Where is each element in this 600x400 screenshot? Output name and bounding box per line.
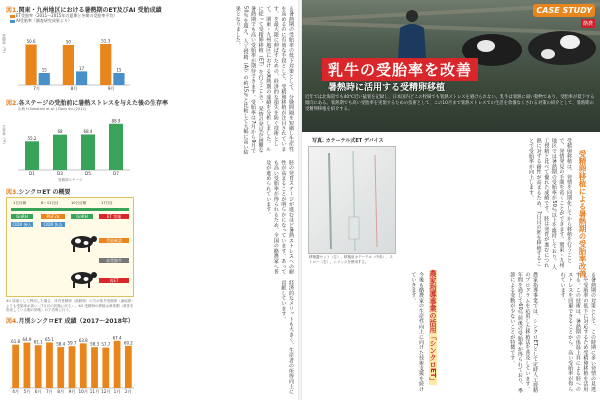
- flow-day10: 10日目朝: [71, 201, 87, 205]
- data-label: 65.1: [45, 336, 54, 342]
- data-label: 64.9: [22, 337, 32, 343]
- device-photo: [308, 146, 396, 254]
- article-lead: 近年では北海道でも40℃近い猛暑を記録し、日本国内どこの牧場でも暑熱ストレスを避けられない。乳牛は暑熱に弱い動物であり、受胎率が低下する傾向にある。暑熱期でも高い受胎率を実現するための技術として、この10月まで暑熱ストレスでの生活を余儀なくされる対策の紹介として、暑熱期の受精卵移植を紹介する。: [305, 95, 595, 112]
- bar: [57, 347, 64, 388]
- tick-label: 10月: [78, 389, 89, 394]
- article-subtitle: 暑熱時に活用する受精卵移植: [328, 83, 446, 93]
- flow-unconceived: 未受胎牛: [99, 258, 129, 263]
- fig1-legend-ai: AI受胎率（調査研究成果より）: [10, 18, 72, 24]
- flow-re-et: 再ET: [99, 278, 129, 283]
- bar: [39, 73, 50, 85]
- right-body-column-3: 農家指導事業では、シンクロETとして定時人工授精のプログラムを応用した移植法を普及しています。年間を通じて60％前後の受胎率が得られており、季節による変動が少ないことが特徴です。: [509, 272, 538, 394]
- bar: [81, 134, 95, 170]
- bar: [109, 124, 123, 170]
- cow-icon: [67, 268, 97, 290]
- fig2-xlabel: 受精卵ステージ: [58, 178, 83, 182]
- tick-label: 11月: [89, 389, 100, 394]
- data-label: 50.6: [26, 39, 36, 45]
- bar: [53, 135, 67, 170]
- tick-label: D7: [113, 171, 119, 176]
- fig3-note: ※1 原液として利用した場合、体内受精卵（新鮮卵）の方が体外受精卵（凍結卵）よりも受胎率が高い（7日目の状態に戻る）。※2 受精卵の移植は黄体側（黄体を形成している側の卵巣）の子宮角に行う。: [6, 299, 134, 312]
- catheter-icon: [309, 147, 397, 255]
- tick-label: 4月: [12, 389, 20, 394]
- fig3-title: 図3.シンクロET の概要: [6, 189, 71, 196]
- data-label: 61.8: [11, 339, 21, 345]
- bar: [76, 71, 87, 85]
- bar: [80, 343, 87, 388]
- fig1-title: 図1.関東・九州地区における暑熱期のET及びAI 受胎成績: [6, 7, 162, 14]
- bar: [24, 343, 31, 388]
- flow-gnrh1: GnRH: [11, 214, 33, 219]
- bar: [125, 346, 132, 388]
- person-silhouette: [392, 8, 432, 58]
- bar: [25, 45, 36, 85]
- data-label: 15: [41, 67, 47, 73]
- flow-day8: 8～11日目: [41, 201, 59, 205]
- flow-day1: 1日目朝: [13, 201, 27, 205]
- tick-label: D1: [29, 171, 35, 176]
- left-body-column-1: る暑熱期の受胎率の低下対策として、分娩間隔を短縮し生産性を高めるのに有効な手段として、受精卵移植が注目されています。を最大限に伸ばすための、経済的な損失を防ぐ技術として、関東・九州地区における暑熱期の成績を分析しました。ルに従って受精卵移植（ET）を行うことで、発情の発見が困難な暑熱期でも高い受胎率が期待できます。受胎率は7月から9月で50％を超え、人工授精（AI）の約15％と比較して大幅に高い結果となりました。: [234, 6, 294, 155]
- bar: [91, 347, 98, 388]
- right-body-column-1: 受精卵移植は、発情を同期化してから移植を行うことで、発情発見の手間を省くことができます。関東・九州地区では暑熱期の受胎率が50％以上を維持しており、人工授精と比べて優れた成績です。胚は発育が進むにつれ熱に対する耐性が高まるため、7日目の胚を移植することで受胎率が向上します。: [528, 138, 572, 270]
- fig4-chart: [4, 324, 138, 396]
- tick-label: 6月: [34, 389, 42, 394]
- data-label: 58.4: [56, 341, 66, 347]
- tick-label: 7月: [33, 86, 41, 91]
- article-title: 乳牛の受胎率を改善: [322, 58, 478, 81]
- tick-label: 8月: [57, 389, 65, 394]
- tick-label: 9月: [68, 389, 76, 394]
- data-label: 59.7: [67, 340, 77, 346]
- tick-label: 9月: [107, 86, 115, 91]
- flow-et: ET 実施: [99, 214, 129, 219]
- flow-pgf: PGF2α: [41, 214, 65, 219]
- fig1-chart: [4, 23, 136, 93]
- bar: [69, 346, 76, 388]
- data-label: 58.3: [90, 341, 99, 347]
- data-label: 88.9: [111, 118, 121, 124]
- section-heading-1: 受精卵移植による暑熱期の受胎率改善: [578, 150, 587, 278]
- fig2-chart: [4, 112, 136, 178]
- fig1-ylabel: 受胎率（%）: [2, 34, 7, 55]
- bar: [102, 348, 109, 388]
- section-heading-2: 農家指導事業の活用「シンクロET」: [429, 270, 437, 385]
- flow-check: 受胎確認: [99, 238, 129, 243]
- photo-note: 移植器セット（左）、移植用カテーテル（中央）、ストロー（右）。シリンジを使用する。: [309, 255, 393, 264]
- fig1-legend-et: ET受胎率（2011～2015年の夏期と冬期の受胎率平均）: [10, 13, 117, 19]
- fig2-title: 図2.各ステージの受胎前に暑熱ストレスを与えた後の生存率: [6, 100, 169, 107]
- bar: [113, 73, 124, 85]
- flow-day17: 17日目: [101, 201, 113, 205]
- flow-timeline: [11, 208, 129, 211]
- tick-label: 5月: [23, 389, 31, 394]
- data-label: 50: [65, 39, 71, 45]
- tick-label: 2月: [124, 389, 132, 394]
- fig4-title: 図4.月別シンクロET 成績（2017～2018年）: [6, 318, 134, 325]
- data-label: 15: [116, 67, 122, 73]
- tick-label: D5: [85, 171, 91, 176]
- data-label: 63.8: [78, 337, 88, 343]
- tick-label: 7月: [46, 389, 53, 394]
- flow-cidr-out: CIDR 抜去: [41, 222, 65, 227]
- fig3-flow-diagram: [6, 197, 134, 297]
- data-label: 61.1: [33, 339, 43, 345]
- data-label: 17: [79, 65, 85, 71]
- data-label: 68: [57, 129, 63, 135]
- data-label: 67.4: [112, 335, 122, 341]
- data-label: 60.2: [123, 340, 133, 346]
- cow-icon: [67, 232, 97, 254]
- bar: [25, 141, 39, 170]
- case-study-badge: [536, 4, 595, 38]
- left-body-column-3: 経済的なメリットも大きく、生産者の所得向上に貢献しています。: [280, 280, 294, 395]
- data-label: 51.3: [101, 38, 111, 44]
- data-label: 55.2: [27, 135, 37, 141]
- bar: [63, 45, 74, 85]
- tick-label: 1月: [113, 389, 121, 394]
- tick-label: D3: [57, 171, 63, 176]
- bar: [35, 345, 42, 388]
- data-label: 68.4: [83, 128, 93, 134]
- flow-gnrh2: GnRH: [71, 214, 93, 219]
- right-body-column-2: る暑熱期の対策として、この時期に多い発情の見逃しや受胎率の低下に対応するため受精卵移植を活用する。この技術は、暑熱期の体温上昇による胚へのストレスを回避できることから、高い受胎率が得られています。: [559, 272, 596, 392]
- category-tag: 酪農: [582, 21, 593, 27]
- tick-label: 12月: [101, 389, 111, 394]
- photo-caption: 写真. カテーテル式ET デバイス: [312, 138, 384, 144]
- bar: [114, 341, 121, 388]
- bar: [12, 345, 19, 388]
- left-body-column-2: 胚の発育ステージが進むほど暑熱ストレスへの耐性が高まることが明らかになっています。あっても高い受胎率が得られるため、全国の酪農家へ普及が進められています。: [265, 160, 294, 275]
- flow-cidr-in: CIDR 挿入: [12, 222, 32, 227]
- data-label: 57.7: [101, 342, 111, 348]
- fig2-source: 出典 H.Sakatani et al. J.Daily Sci.(2012): [18, 107, 87, 111]
- case-study-label: CASE STUDY: [533, 4, 595, 17]
- tick-label: 8月: [70, 86, 78, 91]
- bar: [46, 342, 53, 388]
- bar: [100, 44, 111, 85]
- fig2-ylabel: 生存率（%）: [2, 125, 7, 146]
- right-body-column-4: 今後も酪農家の生産性向上に向けた技術支援を続けていきます。: [410, 272, 424, 392]
